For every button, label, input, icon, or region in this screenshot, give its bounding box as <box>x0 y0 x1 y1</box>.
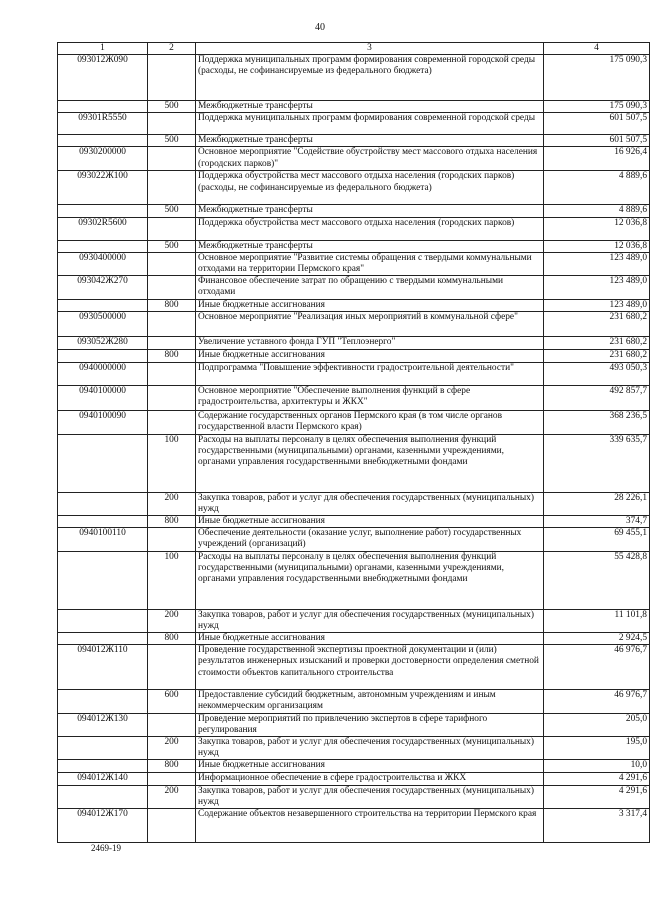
header-col-2: 2 <box>148 43 196 55</box>
row-code <box>58 492 148 515</box>
row-expense-type <box>148 645 196 690</box>
table-row <box>58 434 650 492</box>
row-expense-type: 500 <box>148 205 196 217</box>
row-code: 0930500000 <box>58 312 148 337</box>
table-row <box>58 772 650 785</box>
table-row <box>58 737 650 760</box>
row-amount: 4 291,6 <box>544 785 650 808</box>
table-row <box>58 410 650 434</box>
row-amount: 4 889,6 <box>544 171 650 205</box>
row-name: Расходы на выплаты персоналу в целях обеспечения выполнения функций государственными (муниципальными) органами, казенными учреждениями, органами управления государственными внебюджетными фондами <box>196 551 544 609</box>
budget-table <box>57 42 650 843</box>
row-code: 093012Ж090 <box>58 55 148 101</box>
row-amount: 231 680,2 <box>544 337 650 350</box>
table-row <box>58 205 650 217</box>
row-code <box>58 240 148 252</box>
row-code <box>58 609 148 632</box>
row-expense-type <box>148 713 196 736</box>
row-amount: 175 090,3 <box>544 101 650 113</box>
row-name: Содержание государственных органов Пермского края (в том числе органов государственной власти Пермского края) <box>196 410 544 434</box>
row-amount: 123 489,0 <box>544 252 650 275</box>
table-row <box>58 551 650 609</box>
row-expense-type: 600 <box>148 690 196 713</box>
row-code: 0930200000 <box>58 147 148 171</box>
row-expense-type: 200 <box>148 609 196 632</box>
row-amount: 28 226,1 <box>544 492 650 515</box>
row-name: Основное мероприятие "Реализация иных мероприятий в коммунальной сфере" <box>196 312 544 337</box>
row-amount: 601 507,5 <box>544 135 650 147</box>
row-code <box>58 434 148 492</box>
table-row <box>58 147 650 171</box>
table-row <box>58 609 650 632</box>
row-expense-type: 200 <box>148 737 196 760</box>
row-name: Содержание объектов незавершенного строительства на территории Пермского края <box>196 809 544 843</box>
row-expense-type <box>148 113 196 135</box>
row-expense-type <box>148 410 196 434</box>
row-code: 093052Ж280 <box>58 337 148 350</box>
row-expense-type: 800 <box>148 633 196 645</box>
table-row <box>58 55 650 101</box>
row-code: 0930400000 <box>58 252 148 275</box>
table-row <box>58 713 650 736</box>
row-expense-type <box>148 55 196 101</box>
row-name: Предоставление субсидий бюджетным, автономным учреждениям и иным некоммерческим организациям <box>196 690 544 713</box>
row-code <box>58 350 148 362</box>
row-expense-type: 100 <box>148 434 196 492</box>
row-name: Межбюджетные трансферты <box>196 135 544 147</box>
row-amount: 16 926,4 <box>544 147 650 171</box>
row-name: Основное мероприятие "Развитие системы обращения с твердыми коммунальными отходами на территории Пермского края" <box>196 252 544 275</box>
row-amount: 46 976,7 <box>544 690 650 713</box>
row-code <box>58 737 148 760</box>
header-col-3: 3 <box>196 43 544 55</box>
row-name: Иные бюджетные ассигнования <box>196 760 544 772</box>
row-code <box>58 551 148 609</box>
row-name: Иные бюджетные ассигнования <box>196 300 544 312</box>
table-row <box>58 135 650 147</box>
row-code <box>58 760 148 772</box>
row-name: Информационное обеспечение в сфере градостроительства и ЖКХ <box>196 772 544 785</box>
row-expense-type <box>148 337 196 350</box>
row-amount: 205,0 <box>544 713 650 736</box>
row-code: 094012Ж140 <box>58 772 148 785</box>
row-amount: 123 489,0 <box>544 300 650 312</box>
row-amount: 69 455,1 <box>544 528 650 551</box>
row-expense-type <box>148 528 196 551</box>
row-amount: 492 857,7 <box>544 385 650 410</box>
table-row <box>58 101 650 113</box>
row-code <box>58 135 148 147</box>
table-row <box>58 516 650 528</box>
row-expense-type <box>148 385 196 410</box>
row-amount: 2 924,5 <box>544 633 650 645</box>
row-amount: 195,0 <box>544 737 650 760</box>
row-expense-type: 500 <box>148 240 196 252</box>
row-expense-type <box>148 312 196 337</box>
row-name: Основное мероприятие "Содействие обустройству мест массового отдыха населения (городских парков)" <box>196 147 544 171</box>
table-row <box>58 171 650 205</box>
row-code: 094012Ж170 <box>58 809 148 843</box>
table-row <box>58 633 650 645</box>
row-name: Межбюджетные трансферты <box>196 240 544 252</box>
document-code: 2469-19 <box>91 843 121 853</box>
row-name: Поддержка обустройства мест массового отдыха населения (городских парков) (расходы, не софинансируемые из федерального бюджета) <box>196 171 544 205</box>
row-name: Межбюджетные трансферты <box>196 101 544 113</box>
row-amount: 123 489,0 <box>544 276 650 300</box>
header-row <box>58 43 650 55</box>
row-amount: 339 635,7 <box>544 434 650 492</box>
table-row <box>58 276 650 300</box>
row-code: 094012Ж110 <box>58 645 148 690</box>
row-expense-type: 800 <box>148 350 196 362</box>
row-amount: 231 680,2 <box>544 312 650 337</box>
row-expense-type: 100 <box>148 551 196 609</box>
table-row <box>58 300 650 312</box>
row-name: Закупка товаров, работ и услуг для обеспечения государственных (муниципальных) нужд <box>196 492 544 515</box>
table-row <box>58 690 650 713</box>
row-name: Увеличение уставного фонда ГУП "Теплоэнерго" <box>196 337 544 350</box>
row-name: Закупка товаров, работ и услуг для обеспечения государственных (муниципальных) нужд <box>196 609 544 632</box>
row-amount: 12 036,8 <box>544 217 650 240</box>
row-expense-type <box>148 772 196 785</box>
table-row <box>58 528 650 551</box>
row-expense-type <box>148 809 196 843</box>
row-name: Расходы на выплаты персоналу в целях обеспечения выполнения функций государственными (муниципальными) органами, казенными учреждениями, органами управления государственными внебюджетными фондами <box>196 434 544 492</box>
row-code: 093042Ж270 <box>58 276 148 300</box>
row-name: Закупка товаров, работ и услуг для обеспечения государственных (муниципальных) нужд <box>196 785 544 808</box>
row-name: Поддержка обустройства мест массового отдыха населения (городских парков) <box>196 217 544 240</box>
row-expense-type: 800 <box>148 516 196 528</box>
header-col-4: 4 <box>544 43 650 55</box>
row-code <box>58 101 148 113</box>
row-expense-type <box>148 147 196 171</box>
row-name: Подпрограмма "Повышение эффективности градостроительной деятельности" <box>196 362 544 385</box>
row-code: 09301R5550 <box>58 113 148 135</box>
row-expense-type: 200 <box>148 785 196 808</box>
row-code: 09302R5600 <box>58 217 148 240</box>
row-name: Поддержка муниципальных программ формирования современной городской среды <box>196 113 544 135</box>
row-amount: 368 236,5 <box>544 410 650 434</box>
table-row <box>58 350 650 362</box>
row-code: 0940100110 <box>58 528 148 551</box>
table-row <box>58 785 650 808</box>
table-row <box>58 312 650 337</box>
row-name: Закупка товаров, работ и услуг для обеспечения государственных (муниципальных) нужд <box>196 737 544 760</box>
row-expense-type <box>148 252 196 275</box>
header-col-1: 1 <box>58 43 148 55</box>
row-name: Проведение государственной экспертизы проектной документации и (или) результатов инженерных изысканий и проверки достоверности определения сметной стоимости объектов капитального строительства <box>196 645 544 690</box>
row-name: Основное мероприятие "Обеспечение выполнения функций в сфере градостроительства, архитектуры и ЖКХ" <box>196 385 544 410</box>
table-row <box>58 492 650 515</box>
row-code <box>58 205 148 217</box>
row-amount: 11 101,8 <box>544 609 650 632</box>
row-name: Иные бюджетные ассигнования <box>196 350 544 362</box>
table-row <box>58 760 650 772</box>
row-code <box>58 690 148 713</box>
table-row <box>58 113 650 135</box>
table-row <box>58 240 650 252</box>
page-number: 40 <box>315 22 325 33</box>
table-row <box>58 645 650 690</box>
table-row <box>58 809 650 843</box>
budget-table-body <box>58 43 650 843</box>
row-amount: 3 317,4 <box>544 809 650 843</box>
table-row <box>58 337 650 350</box>
row-expense-type: 200 <box>148 492 196 515</box>
row-expense-type <box>148 217 196 240</box>
row-amount: 12 036,8 <box>544 240 650 252</box>
row-code <box>58 300 148 312</box>
row-name: Иные бюджетные ассигнования <box>196 633 544 645</box>
row-code <box>58 785 148 808</box>
row-code: 094012Ж130 <box>58 713 148 736</box>
table-row <box>58 385 650 410</box>
row-expense-type: 800 <box>148 300 196 312</box>
table-row <box>58 217 650 240</box>
row-name: Иные бюджетные ассигнования <box>196 516 544 528</box>
row-amount: 10,0 <box>544 760 650 772</box>
row-expense-type: 500 <box>148 101 196 113</box>
row-code <box>58 633 148 645</box>
row-expense-type <box>148 171 196 205</box>
row-expense-type <box>148 362 196 385</box>
row-code: 0940100000 <box>58 385 148 410</box>
row-amount: 231 680,2 <box>544 350 650 362</box>
row-amount: 374,7 <box>544 516 650 528</box>
row-code <box>58 516 148 528</box>
row-amount: 175 090,3 <box>544 55 650 101</box>
table-row <box>58 252 650 275</box>
row-expense-type <box>148 276 196 300</box>
row-name: Проведение мероприятий по привлечению экспертов в сфере тарифного регулирования <box>196 713 544 736</box>
row-name: Межбюджетные трансферты <box>196 205 544 217</box>
row-code: 0940000000 <box>58 362 148 385</box>
row-code: 093022Ж100 <box>58 171 148 205</box>
row-amount: 55 428,8 <box>544 551 650 609</box>
row-name: Финансовое обеспечение затрат по обращению с твердыми коммунальными отходами <box>196 276 544 300</box>
row-amount: 493 050,3 <box>544 362 650 385</box>
row-amount: 4 889,6 <box>544 205 650 217</box>
row-code: 0940100090 <box>58 410 148 434</box>
row-name: Поддержка муниципальных программ формирования современной городской среды (расходы, не софинансируемые из федерального бюджета) <box>196 55 544 101</box>
row-amount: 601 507,5 <box>544 113 650 135</box>
row-expense-type: 800 <box>148 760 196 772</box>
row-amount: 46 976,7 <box>544 645 650 690</box>
table-row <box>58 362 650 385</box>
row-amount: 4 291,6 <box>544 772 650 785</box>
row-expense-type: 500 <box>148 135 196 147</box>
row-name: Обеспечение деятельности (оказание услуг, выполнение работ) государственных учреждений (организаций) <box>196 528 544 551</box>
